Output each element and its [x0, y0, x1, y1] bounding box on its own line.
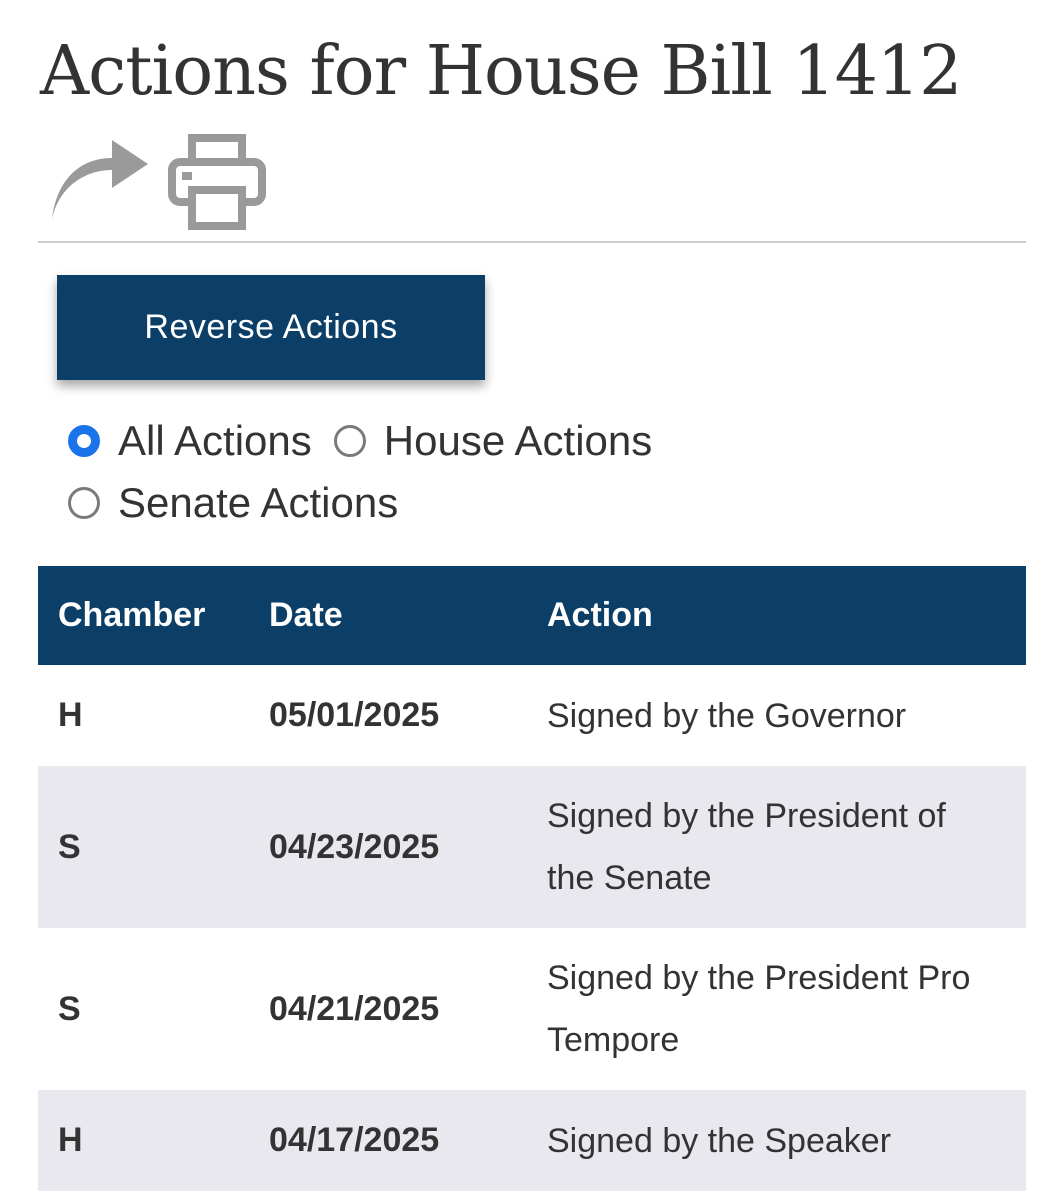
radio-label: Senate Actions [118, 479, 399, 526]
radio-button-checked[interactable] [68, 425, 100, 457]
cell-date: 04/17/2025 [249, 1090, 527, 1191]
cell-date: 05/01/2025 [269, 696, 440, 734]
cell-action: Signed by the Speaker [527, 1090, 1026, 1191]
column-header-action: Action [527, 566, 1026, 665]
radio-button[interactable] [68, 487, 100, 519]
table-header-row [38, 566, 1026, 665]
radio-button[interactable] [334, 425, 366, 457]
reverse-actions-button[interactable]: Reverse Actions [57, 275, 485, 380]
action-filter-radio-group [68, 410, 768, 534]
share-arrow-icon[interactable] [48, 140, 150, 224]
cell-date: 04/21/2025 [269, 989, 440, 1028]
cell-action: Signed by the Governor [547, 696, 907, 735]
radio-line [68, 472, 768, 534]
cell-chamber: H [38, 1090, 249, 1191]
cell-chamber: H [58, 696, 83, 734]
table-row [38, 928, 1026, 1090]
radio-label: All Actions [118, 417, 312, 464]
column-header-date: Date [249, 566, 527, 665]
cell-chamber: S [38, 766, 249, 928]
cell-action: Signed by the President Pro Tempore [547, 959, 971, 1059]
cell-action: Signed by the President of the Senate [527, 766, 1026, 928]
table-row [38, 766, 1026, 928]
radio-all-actions[interactable] [68, 417, 312, 465]
radio-house-actions[interactable] [334, 417, 653, 465]
cell-date: 04/23/2025 [249, 766, 527, 928]
printer-icon[interactable] [168, 134, 266, 230]
table-row [38, 1090, 1026, 1191]
actions-table [38, 566, 1026, 1191]
divider [38, 241, 1026, 243]
radio-senate-actions[interactable] [68, 479, 398, 527]
page-title: Actions for House Bill 1412 [40, 32, 962, 111]
table-row [38, 665, 1026, 766]
radio-line [68, 410, 768, 472]
column-header-chamber: Chamber [38, 566, 249, 665]
toolbar [48, 132, 266, 232]
cell-chamber: S [58, 989, 81, 1028]
radio-label: House Actions [383, 417, 653, 464]
